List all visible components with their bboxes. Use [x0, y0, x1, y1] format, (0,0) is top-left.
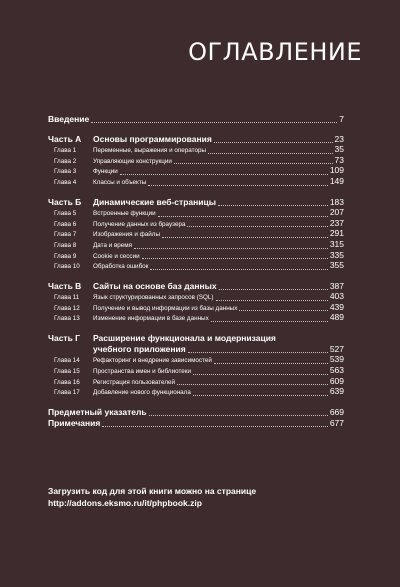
toc-chapter[interactable] — [48, 240, 344, 251]
chapter-title: Рефакторинг и внедрение зависимостей — [93, 357, 212, 365]
toc-chapter[interactable] — [48, 355, 344, 366]
leader-dots — [177, 384, 328, 385]
chapter-label: Глава 13 — [54, 315, 80, 323]
toc-page-number: 355 — [329, 260, 344, 271]
toc-page-number: 207 — [329, 206, 344, 217]
toc-page-number: 489 — [329, 312, 344, 323]
toc-chapter[interactable] — [48, 313, 344, 324]
toc-page-number: 335 — [329, 249, 344, 260]
part-label: Часть А — [48, 134, 82, 144]
chapter-label: Глава 9 — [54, 252, 77, 260]
chapter-title: Пространства имен и библиотеки — [93, 367, 192, 375]
toc-intro[interactable] — [48, 114, 344, 125]
chapter-title: Регистрация пользователей — [93, 378, 176, 386]
leader-dots — [211, 321, 328, 322]
leader-dots — [150, 269, 327, 270]
leader-dots — [102, 426, 328, 427]
part-label: Часть В — [48, 281, 82, 292]
chapter-title: Управляющие конструкции — [93, 157, 172, 165]
toc-page-number: 403 — [329, 291, 344, 302]
chapter-title: Добавление нового функционала — [93, 389, 191, 397]
toc-page-number: 7 — [339, 114, 344, 124]
part-title: Основы программирования — [93, 134, 212, 144]
toc-chapter[interactable] — [48, 251, 344, 262]
page-title: ОГЛАВЛЕНИЕ — [188, 38, 362, 66]
leader-dots — [214, 142, 333, 143]
leader-dots — [218, 205, 328, 206]
leader-dots — [188, 352, 328, 353]
chapter-label: Глава 2 — [54, 157, 77, 165]
toc-chapter[interactable] — [48, 208, 344, 219]
toc-chapter[interactable] — [48, 303, 344, 314]
leader-dots — [120, 174, 328, 175]
chapter-label: Глава 8 — [54, 241, 77, 249]
toc-chapter[interactable] — [48, 219, 344, 230]
toc-part-c[interactable] — [48, 281, 344, 292]
chapter-label: Глава 4 — [54, 179, 77, 187]
chapter-label: Глава 15 — [54, 367, 80, 375]
toc-chapter[interactable] — [48, 387, 344, 398]
toc-part-d[interactable] — [48, 333, 344, 355]
toc-index[interactable] — [48, 407, 344, 418]
toc-page-number: 639 — [329, 386, 344, 397]
toc-chapter[interactable] — [48, 229, 344, 240]
chapter-title: Изменение информации в базе данных — [93, 315, 209, 323]
toc-entry-title: Примечания — [48, 417, 101, 428]
toc-page-number: 23 — [334, 134, 344, 144]
leader-dots — [193, 395, 328, 396]
toc-page-number: 387 — [329, 281, 344, 292]
part-title-line2: учебного приложения — [93, 344, 186, 355]
chapter-label: Глава 10 — [54, 263, 80, 271]
toc-chapter[interactable] — [48, 366, 344, 377]
chapter-label: Глава 14 — [54, 357, 80, 365]
leader-dots — [193, 374, 328, 375]
toc-page-number: 149 — [329, 176, 344, 187]
chapter-label: Глава 12 — [54, 304, 80, 312]
toc-part-b[interactable] — [48, 197, 344, 208]
toc-page-number: 291 — [329, 228, 344, 239]
toc-entry-title: Введение — [48, 114, 90, 124]
chapter-label: Глава 5 — [54, 209, 77, 217]
leader-dots — [148, 185, 328, 186]
leader-dots — [158, 216, 328, 217]
download-note-text: Загрузить код для этой книги можно на странице — [48, 486, 257, 496]
toc-part-a[interactable] — [48, 134, 344, 145]
chapter-title: Классы и объекты — [93, 179, 147, 187]
toc-page-number: 183 — [329, 196, 344, 207]
toc-page-number: 609 — [329, 375, 344, 386]
part-label: Часть Б — [48, 196, 82, 207]
chapter-title: Обработка ошибок — [93, 263, 149, 271]
chapter-title: Получение данных из браузера — [93, 220, 186, 228]
toc-page-number: 35 — [334, 144, 344, 154]
leader-dots — [187, 226, 327, 227]
toc-page-number: 669 — [329, 406, 344, 417]
leader-dots — [208, 153, 333, 154]
chapter-title: Cookie и сессии — [93, 252, 140, 260]
chapter-label: Глава 1 — [54, 147, 77, 154]
chapter-title: Изображения и файлы — [93, 231, 160, 239]
leader-dots — [216, 300, 328, 301]
part-title: Динамические веб-страницы — [93, 196, 216, 207]
toc-page-number: 237 — [329, 217, 344, 228]
chapter-title: Язык структурированных запросов (SQL) — [93, 294, 214, 302]
toc-page-number: 527 — [329, 344, 344, 355]
toc-page-number: 439 — [329, 301, 344, 312]
toc-page-number: 563 — [329, 364, 344, 375]
leader-dots — [214, 363, 328, 364]
table-of-contents — [48, 114, 344, 429]
chapter-label: Глава 3 — [54, 168, 77, 176]
chapter-title: Переменные, выражения и операторы — [93, 147, 206, 154]
leader-dots — [174, 163, 333, 164]
chapter-title: Встроенные функции — [93, 209, 156, 217]
leader-dots — [149, 415, 328, 416]
toc-page-number: 315 — [329, 238, 344, 249]
download-note — [48, 485, 348, 509]
chapter-label: Глава 11 — [54, 294, 80, 302]
toc-notes[interactable] — [48, 418, 344, 429]
chapter-title: Получение и вывод информации из базы данных — [93, 304, 238, 312]
leader-dots — [162, 237, 328, 238]
chapter-title: Дата и время — [93, 241, 133, 249]
toc-entry-title: Предметный указатель — [48, 406, 147, 417]
toc-page-number: 539 — [329, 354, 344, 365]
chapter-label: Глава 16 — [54, 378, 80, 386]
part-title: Сайты на основе баз данных — [93, 281, 217, 292]
leader-dots — [239, 310, 327, 311]
chapter-label: Глава 7 — [54, 231, 77, 239]
toc-chapter[interactable] — [48, 156, 344, 167]
leader-dots — [134, 248, 328, 249]
toc-page-number: 109 — [329, 165, 344, 176]
leader-dots — [91, 122, 337, 123]
chapter-label: Глава 6 — [54, 220, 77, 228]
part-label: Часть Г — [48, 333, 80, 344]
part-title-line1: Расширение функционала и модернизация — [93, 333, 276, 344]
leader-dots — [142, 258, 328, 259]
toc-chapter[interactable] — [48, 292, 344, 303]
download-link[interactable]: http://addons.eksmo.ru/it/phpbook.zip — [48, 498, 202, 508]
toc-chapter[interactable] — [48, 145, 344, 156]
toc-page-number: 677 — [329, 417, 344, 428]
toc-chapter[interactable] — [48, 377, 344, 388]
chapter-label: Глава 17 — [54, 389, 80, 397]
chapter-title: Функции — [93, 168, 118, 176]
toc-chapter[interactable] — [48, 177, 344, 188]
toc-chapter[interactable] — [48, 166, 344, 177]
toc-page-number: 73 — [334, 154, 344, 165]
toc-chapter[interactable] — [48, 261, 344, 272]
leader-dots — [219, 289, 328, 290]
